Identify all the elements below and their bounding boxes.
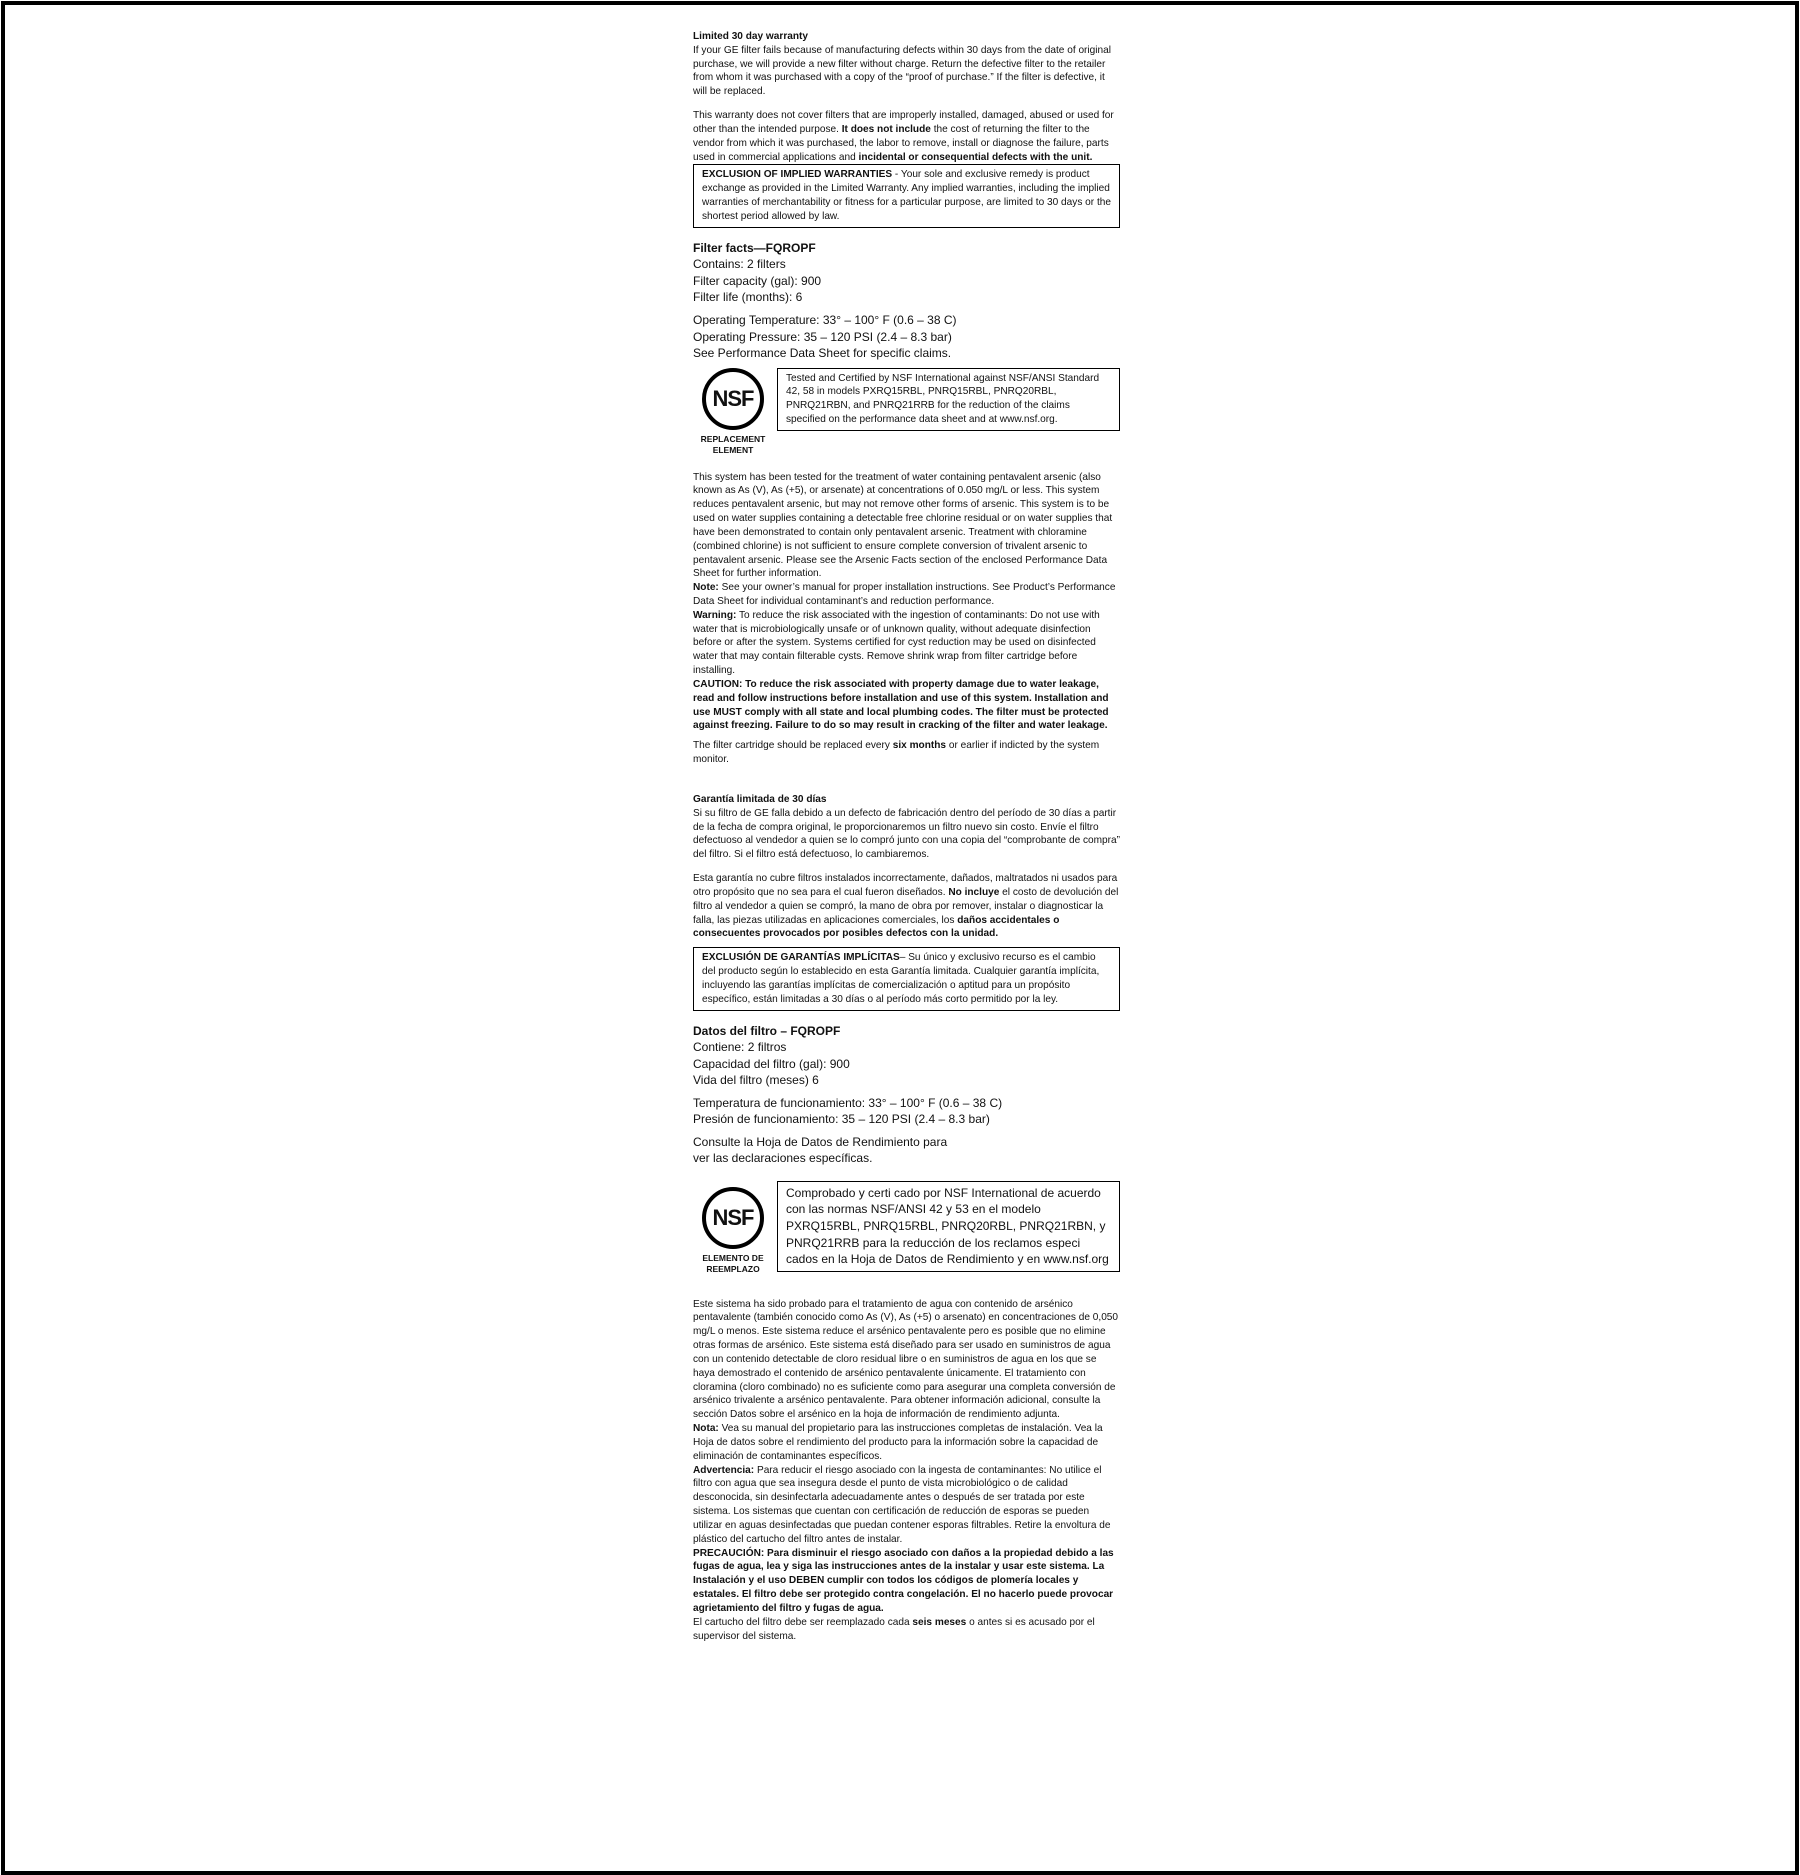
coverage-bold-es: No incluye [948, 886, 1000, 898]
replace-bold: six months [892, 740, 947, 752]
operating-pressure: Operating Pressure: 35 – 120 PSI (2.4 – 8.3 bar) [693, 329, 952, 344]
warning-label: Warning: [693, 609, 737, 621]
warranty-block-es [693, 793, 1120, 862]
spanish-section [693, 793, 1120, 1643]
warning-paragraph-es [693, 1464, 1120, 1547]
filter-facts [693, 240, 1120, 362]
exclusion-title-es: EXCLUSIÓN DE GARANTÍAS IMPLÍCITAS [702, 952, 900, 964]
nsf-logo-text-es: NSF [712, 1204, 754, 1230]
operating-temperature-es: Temperatura de funcionamiento: 33° – 100° F (0.6 – 38 C) [693, 1095, 1003, 1110]
replace-text-es: o antes si es acusado por el supervisor del sistema. [693, 1616, 1095, 1642]
filter-facts-title: Filter facts—FQROPF [693, 240, 816, 255]
note-body: See your owner’s manual for proper installation instructions. See Product’s Performance Data Sheet for individual contaminant’s and reduction performance. [693, 582, 1116, 607]
replace-paragraph [693, 739, 1120, 767]
warning-label-es: Advertencia: [693, 1464, 755, 1476]
filter-life: Filter life (months): 6 [693, 290, 803, 305]
nsf-cert-box-es [777, 1181, 1120, 1272]
nsf-caption: REPLACEMENT [700, 433, 766, 444]
performance-note-es: Consulte la Hoja de Datos de Rendimiento para ver las declaraciones específicas. [693, 1134, 948, 1166]
arsenic-paragraph-es: Este sistema ha sido probado para el tratamiento de agua con contenido de arsénico pentavalente (también conocido como As (V), As (+5) o arsenato) en concentraciones de 0,050 mg/L o menos. Este sistema reduce el arsénico pentavalente pero es posible que no elimine otras formas de arsénico. Este sistema está diseñado para ser usado en suministros de agua con un contenido detectable de cloro residual libre o en suministros de agua en los que se haya demostrado el contenido de arsénico pentavalente únicamente. El tratamiento con cloramina (cloro combinado) no es suficiente como para asegurar una completa conversión de arsénico trivalente a arsénico pentavalente. Para obtener información adicional, consulte la sección Datos sobre el arsénico en la hoja de información de rendimiento adjunta. [693, 1298, 1119, 1421]
warning-paragraph [693, 609, 1120, 678]
nsf-cert-text: Tested and Certified by NSF International against NSF/ANSI Standard 42, 58 in models PXRQ15RBL, PNRQ15RBL, PNRQ20RBL, PNRQ21RBN, and PNRQ21RRB for the reduction of the claims specified on the performance data sheet and at www.nsf.org. [786, 372, 1100, 426]
nsf-logo-block-es [693, 1181, 773, 1276]
contains: Contains: 2 filters [693, 257, 786, 272]
exclusion-body-es: – Su único y exclusivo recurso es el cambio del producto según lo establecido en esta Garantía limitada. Cualquier garantía implícita, incluyendo las garantías implícitas de comercialización o aptitud para un propósito específico, están limitadas a 30 días o al período más corto permitido por la ley. [702, 952, 1100, 1005]
nsf-certification [693, 368, 1120, 457]
warranty-body: If your GE filter fails because of manufacturing defects within 30 days from the date of original purchase, we will provide a new filter without charge. Return the defective filter to the retailer from whom it was purchased with a copy of the “proof of purchase.” If the filter is defective, it will be replaced. [693, 44, 1111, 98]
replace-bold-es: seis meses [912, 1616, 967, 1628]
replace-text: or earlier if indicted by the system monitor. [693, 740, 1100, 766]
nsf-logo-block [693, 368, 773, 457]
coverage-bold: incidental or consequential defects with the unit. [858, 151, 1093, 163]
operating-temperature: Operating Temperature: 33° – 100° F (0.6 – 38 C) [693, 312, 957, 327]
note-paragraph [693, 581, 1120, 609]
coverage-text-es: Esta garantía no cubre filtros instalados incorrectamente, dañados, maltratados ni usados para otro propósito que no sea para el cual fueron diseñados. [693, 873, 1118, 898]
filter-facts-es [693, 1023, 1120, 1167]
filter-facts-title-es: Datos del filtro – FQROPF [693, 1023, 841, 1038]
nsf-caption: ELEMENT [712, 445, 754, 456]
nsf-caption-es: ELEMENTO DE [702, 1252, 764, 1263]
warranty-block [693, 30, 1120, 99]
nsf-cert-text-es: Comprobado y certi cado por NSF International de acuerdo con las normas NSF/ANSI 42 y 53 en el modelo PXRQ15RBL, PNRQ15RBL, PNRQ20RBL, PNRQ21RBN, y PNRQ21RRB para la reducción de los reclamos especi cados en la Hoja de Datos de Rendimiento y en www.nsf.org [786, 1185, 1109, 1267]
exclusion-text [702, 168, 1111, 223]
performance-note: See Performance Data Sheet for specific claims. [693, 346, 952, 361]
nsf-logo-text: NSF [712, 385, 754, 411]
warranty-body-es: Si su filtro de GE falla debido a un defecto de fabricación dentro del período de 30 días a partir de la fecha de compra original, le proporcionaremos un filtro nuevo sin costo. Envíe el filtro defectuoso al vendedor a quien se lo compró junto con una copia del “comprobante de compra” del filtro. Si el filtro está defectuoso, lo cambiaremos. [693, 807, 1121, 861]
nsf-caption-es: REEMPLAZO [706, 1264, 760, 1275]
nsf-cert-box [777, 368, 1120, 431]
warning-body: To reduce the risk associated with the ingestion of contaminants: Do not use with water that is microbiologically unsafe or of unknown quality, without adequate disinfection before or after the system. Systems certified for cyst reduction may be used on disinfected water that may contain filterable cysts. Remove shrink wrap from filter cartridge before installing. [693, 609, 1100, 677]
coverage-bold-es: daños accidentales o consecuentes provocados por posibles defectos con la unidad. [693, 914, 1060, 940]
english-section [693, 30, 1120, 767]
caution-paragraph: CAUTION: To reduce the risk associated with property damage due to water leakage, read and follow instructions before installation and use of this system. Installation and use MUST comply with all state and local plumbing codes. The filter must be protected against freezing. Failure to do so may result in cracking of the filter and water leakage. [693, 678, 1109, 732]
exclusion-box [693, 164, 1120, 227]
note-label: Note: [693, 582, 719, 594]
arsenic-paragraph: This system has been tested for the treatment of water containing pentavalent arsenic (also known as As (V), As (+5), or arsenate) at concentrations of 0.050 mg/L or less. This system reduces pentavalent arsenic, but may not remove other forms of arsenic. This system is to be used on water supplies containing a detectable free chlorine residual or on water supplies that have been demonstrated to contain only pentavalent arsenic. Treatment with chloramine (combined chlorine) is not sufficient to ensure complete conversion of trivalent arsenic to pentavalent arsenic. Please see the Arsenic Facts section of the enclosed Performance Data Sheet for further information. [693, 471, 1113, 580]
warranty-title: Limited 30 day warranty [693, 31, 808, 42]
document-column [693, 30, 1120, 1643]
exclusion-title: EXCLUSION OF IMPLIED WARRANTIES [702, 169, 893, 181]
caution-paragraph-es: PRECAUCIÓN: Para disminuir el riesgo asociado con daños a la propiedad debido a las fugas de agua, lea y siga las instrucciones antes de la instalar y usar este sistema. La Instalación y el uso DEBEN cumplir con todos los códigos de plomería locales y estatales. El filtro debe ser protegido contra congelación. El no hacerlo puede provocar agrietamiento del filtro y fugas de agua. [693, 1547, 1114, 1614]
capacity: Filter capacity (gal): 900 [693, 273, 822, 288]
note-label-es: Nota: [693, 1423, 719, 1435]
nsf-logo-icon [702, 1187, 764, 1249]
coverage-text-es: el costo de devolución del filtro al vendedor a quien se compró, la mano de obra por remover, instalar o diagnosticar la falla, las piezas utilizadas en aplicaciones comerciales, los [693, 886, 1119, 926]
replace-paragraph-es [693, 1616, 1120, 1644]
coverage-text: This warranty does not cover filters that are improperly installed, damaged, abused or used for other than the intended purpose. [693, 110, 1114, 135]
replace-text-es: El cartucho del filtro debe ser reemplazado cada [693, 1616, 913, 1628]
operating-pressure-es: Presión de funcionamiento: 35 – 120 PSI (2.4 – 8.3 bar) [693, 1112, 990, 1127]
exclusion-box-es [693, 947, 1120, 1010]
coverage-bold: It does not include [841, 123, 931, 135]
nsf-certification-es [693, 1181, 1120, 1284]
nsf-logo-icon [702, 368, 764, 430]
note-body-es: Vea su manual del propietario para las instrucciones completas de instalación. Vea la Hoja de datos sobre el rendimiento del producto para la información sobre la capacidad de eliminación de contaminantes específicos. [693, 1423, 1103, 1462]
filter-life-es: Vida del filtro (meses) 6 [693, 1073, 819, 1088]
capacity-es: Capacidad del filtro (gal): 900 [693, 1056, 850, 1071]
note-paragraph-es [693, 1422, 1120, 1463]
exclusion-body: - Your sole and exclusive remedy is product exchange as provided in the Limited Warranty. Any implied warranties, including the implied warranties of merchantability or fitness for a particular purpose, are limited to 30 days or the shortest period allowed by law. [702, 169, 1111, 222]
exclusion-text-es [702, 951, 1111, 1006]
contains-es: Contiene: 2 filtros [693, 1040, 787, 1055]
replace-text: The filter cartridge should be replaced every [693, 740, 893, 752]
warning-body-es: Para reducir el riesgo asociado con la ingesta de contaminantes: No utilice el filtro con agua que sea insegura desde el punto de vista microbiológico o de calidad desconocida, sin desinfectarla adecuadamente antes o después de ser tratada por este sistema. Los sistemas que cuentan con certificación de reducción de esporas se pueden utilizar en aguas desinfectadas que puedan contener esporas filtrables. Retire la envoltura de plástico del cartucho del filtro antes de instalar. [693, 1464, 1111, 1545]
coverage-text: the cost of returning the filter to the vendor from which it was purchased, the labor to remove, install or diagnose the failure, parts used in commercial applications and [693, 123, 1109, 163]
warranty-title-es: Garantía limitada de 30 días [693, 793, 827, 805]
coverage-paragraph-es [693, 872, 1120, 941]
coverage-paragraph [693, 109, 1120, 164]
